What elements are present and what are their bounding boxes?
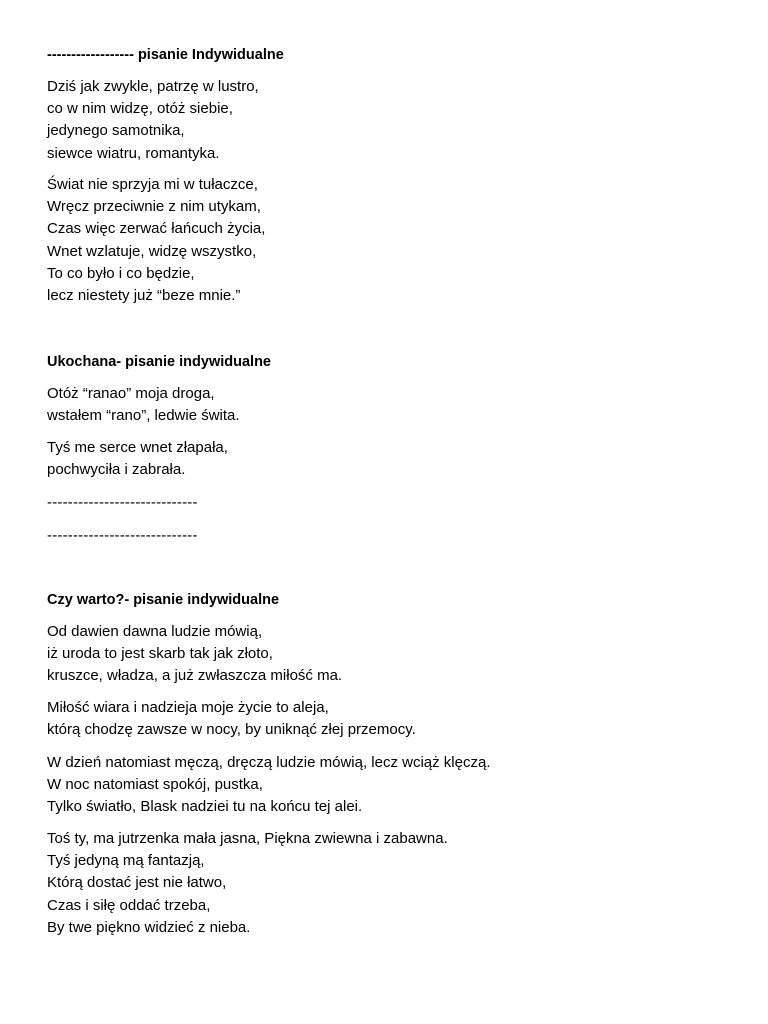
verse-line: Tyś jedyną mą fantazją, [47, 852, 205, 870]
poem-3-stanza-3 [47, 752, 491, 819]
poem-title-1: ------------------ pisanie Indywidualne [47, 47, 284, 63]
poem-3-stanza-1 [47, 621, 342, 688]
verse-line: iż uroda to jest skarb tak jak złoto, [47, 645, 273, 663]
verse-line: Od dawien dawna ludzie mówią, [47, 623, 263, 640]
dashed-separator: ----------------------------- [47, 527, 198, 544]
verse-line: Czas i siłę oddać trzeba, [47, 896, 211, 914]
verse-line: Toś ty, ma jutrzenka mała jasna, Piękna zwiewna i zabawna. [47, 830, 448, 847]
verse-line: To co było i co będzie, [47, 264, 195, 282]
verse-line: Wręcz przeciwnie z nim utykam, [47, 198, 261, 216]
poem-3-stanza-2 [47, 697, 416, 741]
verse-line: siewce wiatru, romantyka. [47, 144, 220, 162]
verse-line: By twe piękno widzieć z nieba. [47, 918, 251, 936]
verse-line: Czas więc zerwać łańcuch życia, [47, 220, 266, 238]
verse-line: co w nim widzę, otóż siebie, [47, 100, 233, 118]
verse-line: Miłość wiara i nadzieja moje życie to aleja, [47, 699, 329, 716]
poem-3-stanza-4 [47, 828, 448, 939]
poem-2-stanza-1 [47, 383, 240, 427]
verse-line: Którą dostać jest nie łatwo, [47, 874, 227, 892]
poem-1-stanza-2 [47, 174, 265, 307]
verse-line: W noc natomiast spokój, pustka, [47, 776, 263, 794]
verse-line: Świat nie sprzyja mi w tułaczce, [47, 176, 258, 193]
verse-line: Wnet wzlatuje, widzę wszystko, [47, 242, 257, 260]
verse-line: Dziś jak zwykle, patrzę w lustro, [47, 78, 259, 95]
verse-line: jedynego samotnika, [47, 122, 185, 140]
poem-2-stanza-2 [47, 437, 228, 481]
verse-line: Tyś me serce wnet złapała, [47, 439, 228, 456]
verse-line: wstałem “rano”, ledwie świta. [47, 407, 240, 425]
verse-line: pochwyciła i zabrała. [47, 461, 186, 479]
verse-line: Otóż “ranao” moja droga, [47, 385, 215, 402]
dashed-separator: ----------------------------- [47, 494, 198, 511]
verse-line: lecz niestety już “beze mnie.” [47, 287, 241, 305]
verse-line: kruszce, władza, a już zwłaszcza miłość ma. [47, 667, 343, 685]
poem-title-3: Czy warto?- pisanie indywidualne [47, 592, 280, 608]
poem-title-2: Ukochana- pisanie indywidualne [47, 354, 271, 370]
verse-line: którą chodzę zawsze w nocy, by uniknąć złej przemocy. [47, 721, 416, 739]
verse-line: W dzień natomiast męczą, dręczą ludzie mówią, lecz wciąż klęczą. [47, 754, 491, 771]
verse-line: Tylko światło, Blask nadziei tu na końcu tej alei. [47, 798, 363, 816]
poem-1-stanza-1 [47, 76, 259, 165]
